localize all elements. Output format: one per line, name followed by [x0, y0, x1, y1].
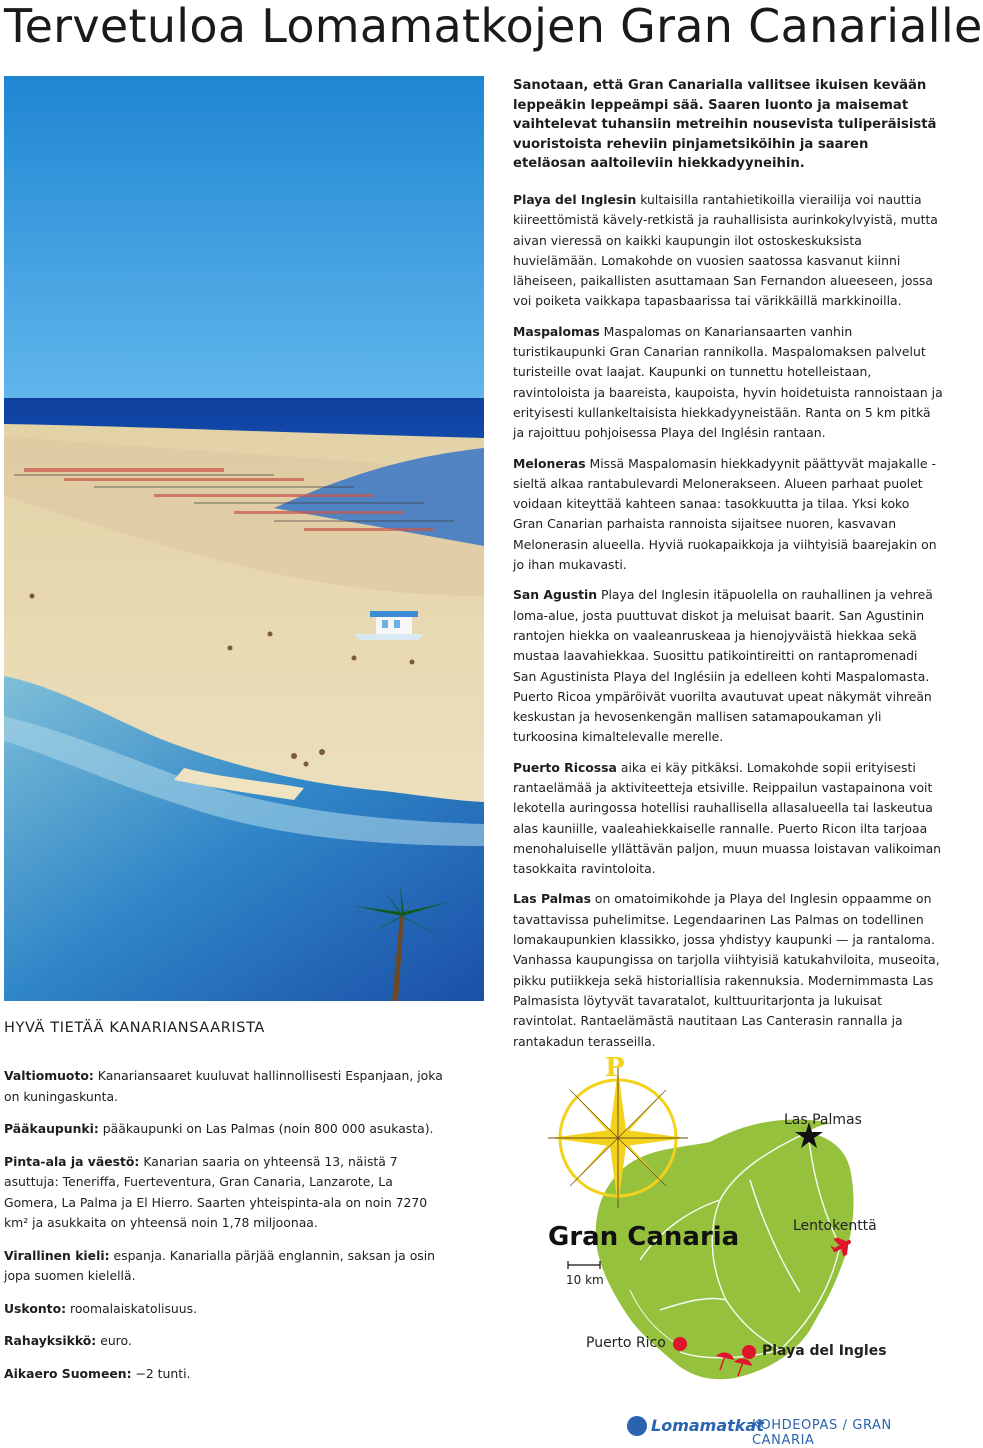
place-las-palmas: Las Palmas — [784, 1112, 862, 1128]
section-playa-del-ingles — [513, 190, 943, 312]
compass-letter: P — [605, 1053, 625, 1083]
section-text: on omatoimikohde ja Playa del Inglesin oppaamme on tavattavissa puhelimitse. Legendaarinen Las Palmas on todellinen lomakaupunkien klassikko, jossa yhdistyy kaupunki — ja rantaloma. Vanhassa kaupungissa on tarjolla viihtyisiä katukahviloita, museoita, pikku putiikkeja sekä historiallisia rakennuksia. Modernimmasta Las Palmasista löytyvät tavaratalot, kulttuuritarjonta ja lukuisat ravintolat. Rantaelämästä nautitaan Las Canterasin rannalla ja rantakadun terasseilla. — [513, 891, 940, 1049]
section-san-agustin — [513, 585, 943, 747]
info-text: roomalaiskatolisuus. — [66, 1300, 198, 1316]
intro-paragraph: Sanotaan, että Gran Canarialla vallitsee ikuisen kevään leppeäkin leppeämpi sää. Saaren luonto ja maisemat vaihtelevat tuhansiin metreihin nousevista tuliperäisistä vuoristoista reheviin pinjametsiköihin ja saaren eteläosan aaltoileviin hiekkadyyneihin. — [513, 78, 937, 172]
section-meloneras — [513, 454, 943, 576]
info-label: Rahayksikkö: — [4, 1333, 97, 1348]
info-item — [4, 1331, 449, 1352]
section-heading: Playa del Inglesin — [513, 191, 637, 207]
info-text: −2 tunti. — [131, 1365, 191, 1381]
section-text: aika ei käy pitkäksi. Lomakohde sopii erityisesti rantaelämää ja aktiviteetteja etsiville. Reippailun vastapainona voit lekotella auringossa hotellisi rauhallisella allasalueella tai laskeutua alas kauniille, vaaleahiekkaiselle rannalle. Puerto Ricon ilta tarjoaa menohaluiselle yllättävän paljon, muun muassa loistavan valikoiman tasokkaita ravintoloita. — [513, 759, 942, 877]
info-list — [4, 1066, 449, 1396]
section-heading: Puerto Ricossa — [513, 759, 617, 775]
info-heading: HYVÄ TIETÄÄ KANARIANSAARISTA — [4, 1020, 265, 1036]
logo-swirl-icon — [627, 1416, 647, 1436]
info-item — [4, 1364, 449, 1385]
place-playa-del-ingles: Playa del Ingles — [762, 1343, 887, 1359]
island-map — [540, 1053, 960, 1390]
info-item — [4, 1119, 449, 1140]
section-text: Missä Maspalomasin hiekkadyynit päättyvät majakalle - sieltä alkaa rantabulevardi Melonerakseen. Alueen parhaat puolet voidaan kiteyttää kahteen sanaa: tasokkuutta ja tilaa. Yksi koko Gran Canarian parhaista rannoista sijaitsee nuoren, kasvavan Melonerasin alueella. Hyviä ruokapaikkoja ja viihtyisiä baarejakin on jo ihan mukavasti. — [513, 455, 937, 573]
info-item — [4, 1246, 449, 1287]
info-text: euro. — [96, 1333, 132, 1348]
info-label: Pääkaupunki: — [4, 1121, 99, 1136]
photo-watermark: www.grancanaria.com — [304, 1034, 493, 1052]
section-heading: Las Palmas — [513, 891, 591, 907]
info-label: Virallinen kieli: — [4, 1247, 110, 1263]
puerto-rico-marker — [673, 1337, 687, 1351]
section-maspalomas — [513, 322, 943, 444]
scale-label: 10 km — [566, 1273, 604, 1287]
page-title: Tervetuloa Lomamatkojen Gran Canarialle — [4, 0, 983, 53]
place-puerto-rico: Puerto Rico — [586, 1335, 666, 1351]
footer: Lomamatkat KOHDEOPAS / GRAN CANARIA — [627, 1414, 957, 1440]
section-text: Playa del Inglesin itäpuolella on rauhallinen ja vehreä loma-alue, josta puuttuvat diskot ja meluisat baarit. San Agustinin rantojen hiekka on vaaleanruskeaa ja hienojyväistä hiekkaa sekä mustaa laavahiekkaa. Suosittu patikointireitti on rantapromenadi San Agustinista Playa del Inglésiin ja edelleen kohti Maspalomasta. Puerto Ricoa ympäröivät vuorilta avautuvat upeat näkymät vihreän keskustan ja hevosenkengän mallisen satamapoukaman yli turkoosina kimaltelevalle merelle. — [513, 587, 933, 745]
info-text: pääkaupunki on Las Palmas (noin 800 000 asukasta). — [98, 1121, 434, 1136]
article-column — [513, 76, 943, 1062]
section-heading: Meloneras — [513, 455, 586, 471]
info-item — [4, 1299, 449, 1320]
island-title: Gran Canaria — [548, 1222, 740, 1252]
info-text: Kanarian saaria on yhteensä 13, näistä 7 asuttuja: Teneriffa, Fuerteventura, Gran Canaria, Lanzarote, La Gomera, La Palma ja El Hierro. Saarten yhteispinta-ala on noin 7270 km² ja asukkaita on yhteensä noin 1,78 miljoonaa. — [4, 1153, 428, 1230]
footer-title: KOHDEOPAS / GRAN CANARIA — [752, 1418, 892, 1448]
section-text: kultaisilla rantahietikoilla vierailija voi nauttia kiireettömistä kävely-retkistä ja rauhallisista aurinkokylvyistä, mutta aivan vieressä on kaikki kaupungin ilot ostoskeskuksista huvielämään. Lomakohde on vuosien saatossa kasvanut kiinni läheiseen, paikallisten asuttamaan San Fernandon alueeseen, jossa voi poiketa vaikkapa tapasbaarissa tai värikkäillä markkinoilla. — [513, 191, 938, 309]
info-text: Kanariansaaret kuuluvat hallinnollisesti Espanjaan, joka on kuningaskunta. — [4, 1068, 443, 1104]
info-label: Uskonto: — [4, 1300, 67, 1316]
section-las-palmas — [513, 889, 943, 1051]
info-item — [4, 1152, 449, 1234]
section-heading: San Agustin — [513, 587, 598, 603]
info-label: Aikaero Suomeen: — [4, 1365, 132, 1381]
info-item — [4, 1066, 449, 1107]
info-label: Pinta-ala ja väestö: — [4, 1153, 140, 1169]
section-heading: Maspalomas — [513, 323, 600, 339]
info-label: Valtiomuoto: — [4, 1068, 94, 1083]
place-airport: Lentokenttä — [793, 1218, 877, 1234]
section-text: Maspalomas on Kanariansaarten vanhin turistikaupunki Gran Canarian rannikolla. Maspalomaksen palvelut turisteille ovat laajat. Kaupunki on tunnettu hotelleistaan, ravintoloista ja baareista, kaupoista, hyvin hoidetuista rannoistaan ja erityisesti kullankeltaisista hiekkadyyneistään. Ranta on 5 km pitkä ja rajoittuu pohjoisessa Playa del Inglésin rantaan. — [513, 323, 943, 441]
section-puerto-rico — [513, 758, 943, 880]
playa-del-ingles-marker — [742, 1345, 756, 1359]
info-text: espanja. Kanarialla pärjää englannin, saksan ja osin jopa suomen kielellä. — [4, 1247, 436, 1283]
